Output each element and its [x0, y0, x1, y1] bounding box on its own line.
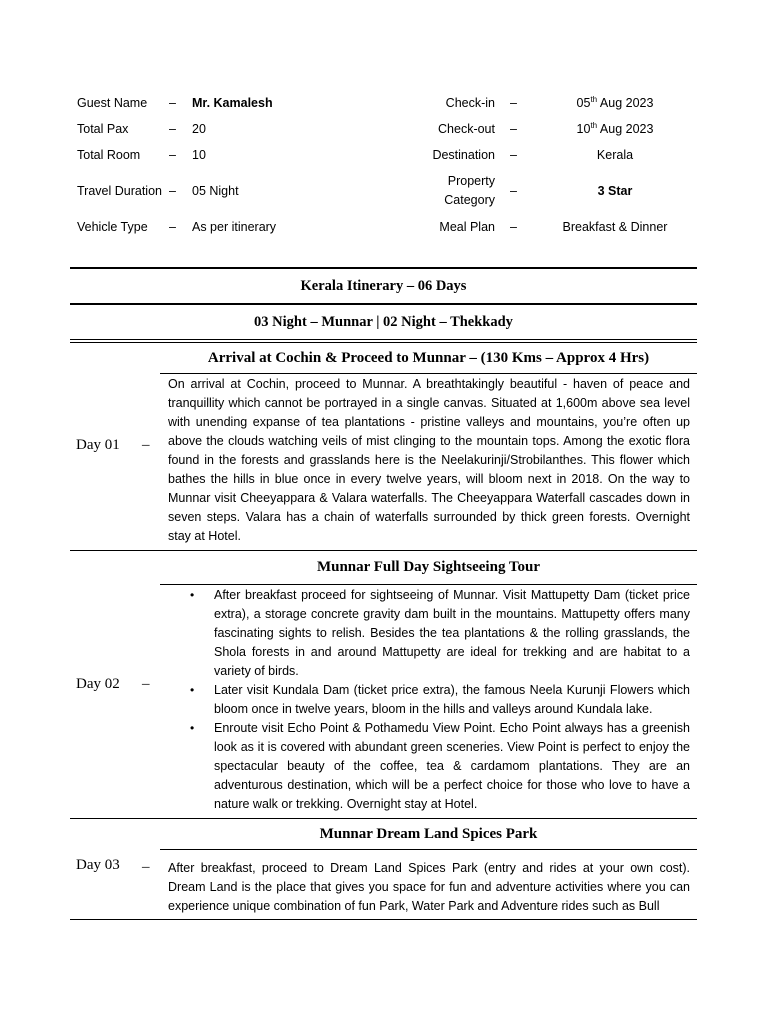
day-heading: Arrival at Cochin & Proceed to Munnar – (130 Kms – Approx 4 Hrs)	[207, 350, 650, 366]
day-description: On arrival at Cochin, proceed to Munnar. A breathtakingly beautiful - haven of peace and tranquillity which cannot be portrayed in a single canvas. Situated at 1,600m above sea level with unending expanse of tea plantations - pristine valleys and mountains, you’re often up above the clouds watching veils of mist clinging to the mountain tops. Among the exotic flora found in the forests and grasslands here is the Neelakurinji/Strobilanthes. This flower which bathes the hills in blue once in every twelve years, will bloom next in 2018. On the way to Munnar visit Cheeyappara & Valara waterfalls. The Cheeyappara Waterfall cascades down in seven steps. Valara has a chain of waterfalls surrounded by thick green forests. Overnight stay at Hotel.	[168, 377, 690, 543]
itinerary-title: Kerala Itinerary – 06 Days	[300, 278, 467, 294]
date-rest: Aug 2023	[597, 121, 654, 136]
info-right-label: Check-out	[438, 121, 495, 136]
day-section-02	[70, 551, 697, 818]
day-label: Day 03	[76, 857, 120, 873]
info-right-label: Check-in	[445, 95, 495, 110]
day-section-01	[70, 343, 697, 550]
day-description: After breakfast, proceed to Dream Land Spices Park (entry and rides at your own cost). Dream Land is the place that gives you space for fun and adventure activities where you can experience unique combination of fun Park, Water Park and Adventure rides such as Bull	[168, 861, 690, 913]
info-right-label: Destination	[432, 147, 495, 162]
info-dash: –	[169, 183, 176, 198]
info-value: 20	[192, 121, 206, 136]
info-right-label: Meal Plan	[439, 219, 495, 234]
date-rest: Aug 2023	[597, 95, 654, 110]
itinerary-subtitle: 03 Night – Munnar | 02 Night – Thekkady	[254, 314, 513, 330]
list-item-text: Enroute visit Echo Point & Pothamedu View Point. Echo Point always has a greenish look as it is covered with abundant green sceneries. View Point is perfect to enjoy the spectacular beauty of the coffee, tea & cardamom plantations. They are an adventurous destination, which will be a perfect choice for those who love to have a nature walk or trekking. Overnight stay at Hotel.	[214, 721, 690, 811]
day-dash: –	[142, 859, 150, 875]
info-row-total-room	[77, 142, 697, 168]
info-row-vehicle-type	[77, 214, 697, 240]
itinerary-table	[70, 267, 697, 920]
list-item-text: After breakfast proceed for sightseeing of Munnar. Visit Mattupetty Dam (ticket price extra), a storage concrete gravity dam built in the mountains. Mattupetty offers many fascinating sights to relish. Besides the tea plantations & the rolling grasslands, the Shola forests in and around Mattupetty are ideal for trekking and are habitat to a variety of birds.	[214, 588, 690, 678]
date-day: 05	[576, 95, 591, 110]
info-right-value: 3 Star	[597, 183, 633, 198]
info-label: Total Pax	[77, 121, 129, 136]
info-row-total-pax	[77, 116, 697, 142]
info-right-value: Breakfast & Dinner	[562, 219, 668, 234]
list-item	[168, 586, 690, 681]
info-dash: –	[510, 183, 517, 198]
day-heading: Munnar Full Day Sightseeing Tour	[316, 559, 541, 575]
bullet-icon: •	[190, 683, 195, 697]
list-item	[168, 719, 690, 814]
list-item-text: Later visit Kundala Dam (ticket price extra), the famous Neela Kurunji Flowers which bloom once in twelve years, bloom in the hills and valleys around Kundala lake.	[214, 683, 690, 716]
bullet-icon: •	[190, 721, 195, 735]
date-suffix: th	[590, 120, 598, 130]
guest-info-block	[77, 90, 697, 240]
info-dash: –	[510, 95, 517, 110]
info-dash: –	[169, 95, 176, 110]
info-right-value	[532, 90, 698, 116]
info-row-guest-name	[77, 90, 697, 116]
day-dash: –	[142, 437, 150, 453]
info-dash: –	[169, 147, 176, 162]
day-section-03	[70, 819, 697, 919]
date-suffix: th	[590, 94, 598, 104]
info-label: Guest Name	[77, 95, 148, 110]
info-right-value: Kerala	[596, 147, 634, 162]
day-heading: Munnar Dream Land Spices Park	[319, 826, 538, 842]
info-value: 05 Night	[192, 183, 239, 198]
divider	[70, 339, 697, 340]
list-item	[168, 681, 690, 719]
day-activity-list	[168, 585, 690, 818]
day-label: Day 02	[76, 676, 120, 692]
info-label: Travel Duration	[77, 183, 162, 198]
bullet-icon: •	[190, 588, 195, 602]
day-dash: –	[142, 676, 150, 692]
info-right-value	[532, 116, 698, 142]
info-right-label: Property Category	[444, 174, 495, 207]
info-row-travel-duration	[77, 168, 697, 214]
date-day: 10	[576, 121, 591, 136]
info-label: Total Room	[77, 147, 141, 162]
info-value: As per itinerary	[192, 219, 277, 234]
info-value: Mr. Kamalesh	[192, 95, 273, 110]
info-dash: –	[510, 121, 517, 136]
info-dash: –	[169, 219, 176, 234]
info-dash: –	[510, 147, 517, 162]
info-dash: –	[510, 219, 517, 234]
day-label: Day 01	[76, 437, 120, 453]
info-dash: –	[169, 121, 176, 136]
info-value: 10	[192, 147, 206, 162]
info-label: Vehicle Type	[77, 219, 148, 234]
divider	[70, 919, 697, 920]
